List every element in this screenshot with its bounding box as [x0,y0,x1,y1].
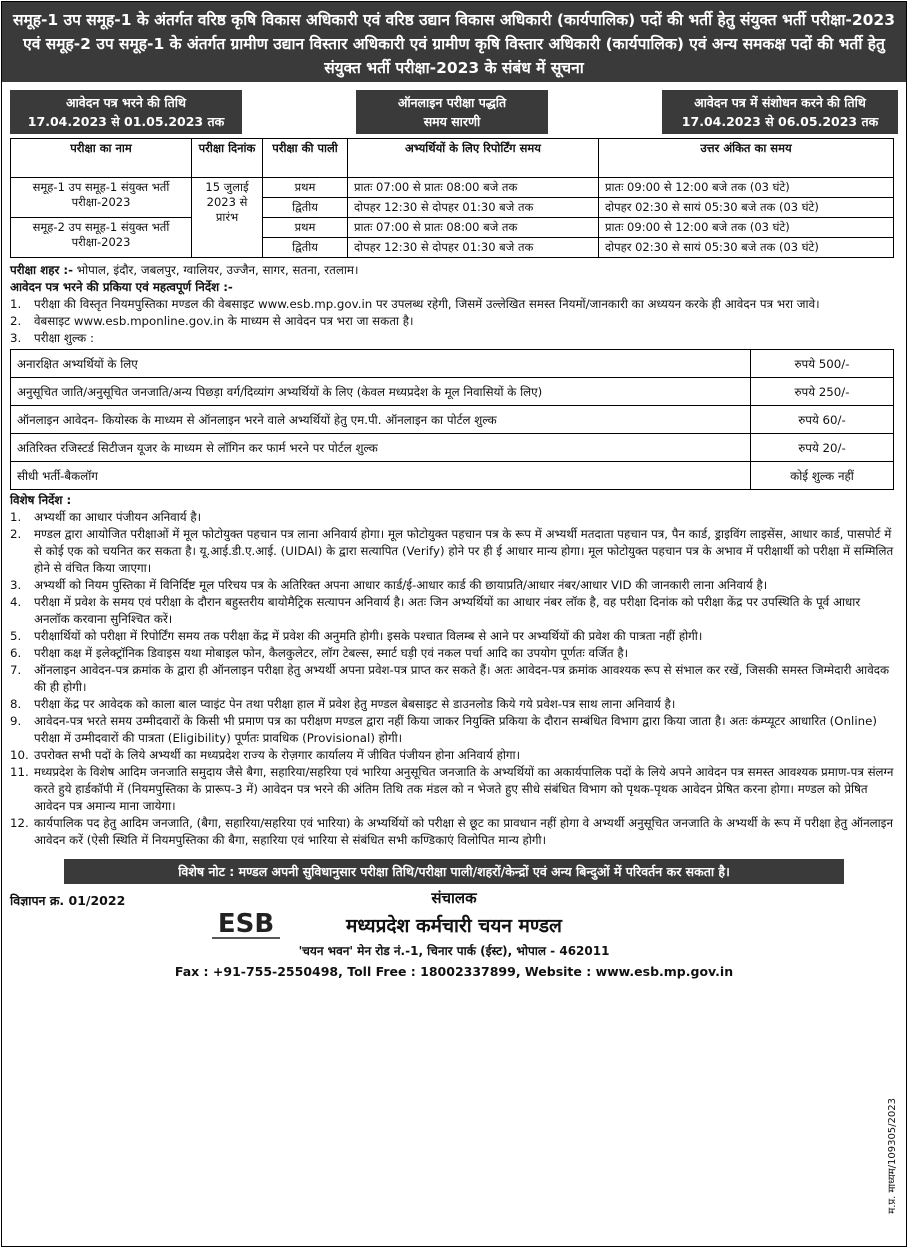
list-item: 8. परीक्षा केंद्र पर आवेदक को काला बाल प्वाइंट पेन तथा परीक्षा हाल में प्रवेश हेतु मण्डल बेबसाइट से डाउनलोड किये गये प्रवेश-पत्र साथ लाना अनिवार्य है। [10,697,676,711]
fee-label: अनुसूचित जाति/अनुसूचित जनजाति/अन्य पिछड़ा वर्ग/दिव्यांग अभ्यर्थियों के लिए (केवल मध्यप्रदेश के मूल निवासियों के लिए) [11,378,751,406]
edit-dates-value: 17.04.2023 से 06.05.2023 तक [681,114,879,129]
shift-cell: द्वितीय [263,198,348,218]
fee-label: अतिरिक्त रजिस्टर्ड सिटीजन यूजर के माध्यम से लॉगिन कर फार्म भरने पर पोर्टल शुल्क [11,434,751,462]
col-shift: परीक्षा की पाली [263,139,348,178]
reporting-cell: प्रातः 07:00 से प्रातः 08:00 बजे तक [348,218,599,238]
director-title: संचालक [431,889,477,907]
special-heading: विशेष निर्देश : [10,493,72,507]
table-row [11,378,894,406]
side-code: म.प्र. माध्यम/109305/2023 [887,1098,898,1214]
table-row [11,178,894,198]
list-item: 6. परीक्षा कक्ष में इलेक्ट्रॉनिक डिवाइस यथा मोबाइल फोन, कैलकुलेटर, लॉग टेबल्स, स्मार्ट घड़ी एवं नकल पर्चा आदि का उपयोग पूर्णतः वर्जित है। [10,646,629,660]
col-exam-date: परीक्षा दिनांक [192,139,263,178]
online-exam-label: ऑनलाइन परीक्षा पद्धति [397,95,507,110]
list-item: 7. ऑनलाइन आवेदन-पत्र क्रमांक के द्वारा ही ऑनलाइन परीक्षा हेतु अभ्यर्थी अपना प्रवेश-पत्र प्राप्त कर सकते हैं। अतः आवेदन-पत्र क्रमांक आवश्यक रूप से संभाल कर रखें, जिसकी समस्त जिम्मेदारी आवेदक की ही होगी। [10,663,890,694]
footer [2,884,906,984]
apply-dates-label: आवेदन पत्र भरने की तिथि [66,95,186,110]
edit-dates-label: आवेदन पत्र में संशोधन करने की तिथि [694,95,866,110]
list-item: 1. परीक्षा की विस्तृत नियमपुस्तिका मण्डल की वेबसाइट www.esb.mp.gov.in पर उपलब्ध रहेगी, जिसमें उल्लेखित समस्त नियमों/जानकारी का अध्ययन करके ही आवेदन पत्र भरा जावे। [10,297,820,311]
list-item: 11. मध्यप्रदेश के विशेष आदिम जनजाति समुदाय जैसे बैगा, सहारिया/सहरिया एवं भारिया अनुसूचित जनजाति के अभ्यर्थियों का अकार्यपालिक पदों के लिये अपने आवेदन पत्र समस्त आवश्यक प्रमाण-पत्र संलग्न करते हुये हार्डकॉपी में (नियमपुस्तिका के प्रारूप-3 में) आवेदन पत्र भरने की अंतिम तिथि तक मंडल को न भेजते हुए सीधे संबंधित विभाग को पृथक-पृथक आवेदन प्रेषित करना होगा। मण्डल को प्रेषित आवेदन पत्र अमान्य माना जायेगा। [10,765,894,813]
fee-amount: रुपये 60/- [751,406,894,434]
fee-table [10,349,894,490]
answer-cell: दोपहर 02:30 से सायं 05:30 बजे तक (03 घंटे) [599,238,894,258]
list-item: 1. अभ्यर्थी का आधार पंजीयन अनिवार्य है। [10,510,202,524]
fee-amount: रुपये 500/- [751,350,894,378]
notice-title: समूह-1 उप समूह-1 के अंतर्गत वरिष्ठ कृषि विकास अधिकारी एवं वरिष्ठ उद्यान विकास अधिकारी (कार्यपालिक) पदों की भर्ती हेतु संयुक्त भर्ती परीक्षा-2023 एवं समूह-2 उप समूह-1 के अंतर्गत ग्रामीण उद्यान विस्तार अधिकारी एवं ग्रामीण कृषि विस्तार अधिकारी (कार्यपालिक) एवं अन्य समकक्ष पदों की भर्ती हेतु संयुक्त भर्ती परीक्षा-2023 के संबंध में सूचना [2,2,906,82]
table-row [11,434,894,462]
apply-dates-banner [10,90,242,134]
table-row [11,406,894,434]
fee-amount: रुपये 250/- [751,378,894,406]
list-item: 2. वेबसाइट www.esb.mponline.gov.in के माध्यम से आवेदन पत्र भरा जा सकता है। [10,314,414,328]
special-note: विशेष नोट : मण्डल अपनी सुविधानुसार परीक्षा तिथि/परीक्षा पाली/शहरों/केन्द्रों एवं अन्य बिन्दुओं में परिवर्तन कर सकता है। [64,859,844,884]
list-item: 9. आवेदन-पत्र भरते समय उम्मीदवारों के किसी भी प्रमाण पत्र का परीक्षण मण्डल द्वारा नहीं किया जाकर नियुक्ति प्रकिया के दौरान सम्बंधित विभाग द्वारा किया जाता है। अतः कंम्प्यूटर आधारित (Online) परीक्षा में उम्मीदवारों की पात्रता (Eligibility) पूर्णतः प्रावधिक (Provisional) होगी। [10,714,877,745]
list-item: 3. अभ्यर्थी को नियम पुस्तिका में विनिर्दिष्ट मूल परिचय पत्र के अतिरिक्त अपना आधार कार्ड/ई-आधार कार्ड की छायाप्रति/आधार नंबर/आधार VID की जानकारी लाना अनिवार्य है। [10,578,768,592]
shift-cell: प्रथम [263,178,348,198]
reporting-cell: दोपहर 12:30 से दोपहर 01:30 बजे तक [348,198,599,218]
esb-logo-text: ESB [217,909,275,939]
answer-cell: प्रातः 09:00 से 12:00 बजे तक (03 घंटे) [599,218,894,238]
fee-label: ऑनलाइन आवेदन- कियोस्क के माध्यम से ऑनलाइन भरने वाले अभ्यर्थियों हेतु एम.पी. ऑनलाइन का पोर्टल शुल्क [11,406,751,434]
online-exam-banner [356,90,548,134]
schedule-header-row [11,139,894,178]
shift-cell: द्वितीय [263,238,348,258]
notice-page [1,1,907,1247]
schedule-table [10,138,894,258]
col-answer-time: उत्तर अंकित का समय [599,139,894,178]
special-list [2,509,906,849]
table-row [11,462,894,490]
exam-cities [2,262,906,279]
exam-name-1: समूह-1 उप समूह-1 संयुक्त भर्ती परीक्षा-2023 [11,178,192,218]
fee-amount: कोई शुल्क नहीं [751,462,894,490]
exam-cities-label: परीक्षा शहर :- [10,263,74,277]
contact-line: Fax : +91-755-2550498, Toll Free : 18002337899, Website : www.esb.mp.gov.in [174,964,734,979]
organization-name: मध्यप्रदेश कर्मचारी चयन मण्डल [346,915,562,937]
table-row [11,218,894,238]
exam-date: 15 जुलाई 2023 से प्रारंभ [192,178,263,258]
answer-cell: प्रातः 09:00 से 12:00 बजे तक (03 घंटे) [599,178,894,198]
advertisement-number: विज्ञापन क्र. 01/2022 [10,893,126,908]
organization-address: 'चयन भवन' मेन रोड नं.-1, चिनार पार्क (ईस्ट), भोपाल - 462011 [298,944,610,958]
fee-label: सीधी भर्ती-बैकलॉग [11,462,751,490]
col-reporting-time: अभ्यर्थियों के लिए रिपोर्टिंग समय [348,139,599,178]
list-item: 3. परीक्षा शुल्क : [10,331,94,345]
answer-cell: दोपहर 02:30 से सायं 05:30 बजे तक (03 घंटे) [599,198,894,218]
list-item: 4. परीक्षा में प्रवेश के समय एवं परीक्षा के दौरान बहुस्तरीय बायोमैट्रिक सत्यापन अनिवार्य है। अतः जिन अभ्यर्थियों का आधार नंबर लॉक है, वह परीक्षा दिनांक को परीक्षा केंद्र पर उपस्थिति के पूर्व आधार अनलॉक करवाना सुनिश्चित करें। [10,595,861,626]
apply-dates-value: 17.04.2023 से 01.05.2023 तक [27,114,225,129]
process-heading: आवेदन पत्र भरने की प्रकिया एवं महत्वपूर्ण निर्देश :- [10,280,233,294]
list-item: 2. मण्डल द्वारा आयोजित परीक्षाओं में मूल फोटोयुक्त पहचान पत्र लाना अनिवार्य होगा। मूल फोटोयुक्त पहचान पत्र के रूप में अभ्यर्थी मतदाता पहचान पत्र, पैन कार्ड, ड्राइविंग लाइसेंस, आधार कार्ड, पासपोर्ट में से कोई एक को चयनित कर सकता है। यू.आई.डी.ए.आई. (UIDAI) के द्वारा सत्यापित (Verify) होने पर ही ई आधार मान्य होगा। मूल फोटोयुक्त पहचान पत्र के अभाव में परीक्षार्थी को परीक्षा में सम्मिलित होने से वंचित किया जाएगा। [10,527,894,575]
process-list [2,296,906,347]
online-exam-sub: समय सारणी [423,114,481,129]
reporting-cell: दोपहर 12:30 से दोपहर 01:30 बजे तक [348,238,599,258]
edit-dates-banner [662,90,898,134]
table-row [11,350,894,378]
exam-cities-value: भोपाल, इंदौर, जबलपुर, ग्वालियर, उज्जैन, सागर, सतना, रतलाम। [76,263,359,277]
fee-amount: रुपये 20/- [751,434,894,462]
exam-name-2: समूह-2 उप समूह-1 संयुक्त भर्ती परीक्षा-2023 [11,218,192,258]
fee-label: अनारक्षित अभ्यर्थियों के लिए [11,350,751,378]
list-item: 12. कार्यपालिक पद हेतु आदिम जनजाति, (बैगा, सहारिया/सहरिया एवं भारिया) के अभ्यर्थियों को परीक्षा से छूट का प्रावधान नहीं होगा वे अभ्यर्थी अनुसूचित जनजाति के अभ्यर्थी के रूप में परीक्षा हेतु ऑनलाइन आवेदन करें (ऐसी स्थिति में नियमपुस्तिका की बैगा, सहारिया एवं भारिया से संबंधित सभी कण्डिकाएं विलोपित मान्य होगी। [10,816,894,847]
banner-row [2,82,906,138]
shift-cell: प्रथम [263,218,348,238]
list-item: 5. परीक्षार्थियों को परीक्षा में रिपोर्टिंग समय तक परीक्षा केंद्र में प्रवेश की अनुमति होगी। इसके पश्चात विलम्ब से आने पर अभ्यर्थियों की प्रवेश की पात्रता नहीं होगी। [10,629,703,643]
list-item: 10. उपरोक्त सभी पदों के लिये अभ्यर्थी का मध्यप्रदेश राज्य के रोज़गार कार्यालय में जीवित पंजीयन होना अनिवार्य होगा। [10,748,521,762]
reporting-cell: प्रातः 07:00 से प्रातः 08:00 बजे तक [348,178,599,198]
col-exam-name: परीक्षा का नाम [11,139,192,178]
